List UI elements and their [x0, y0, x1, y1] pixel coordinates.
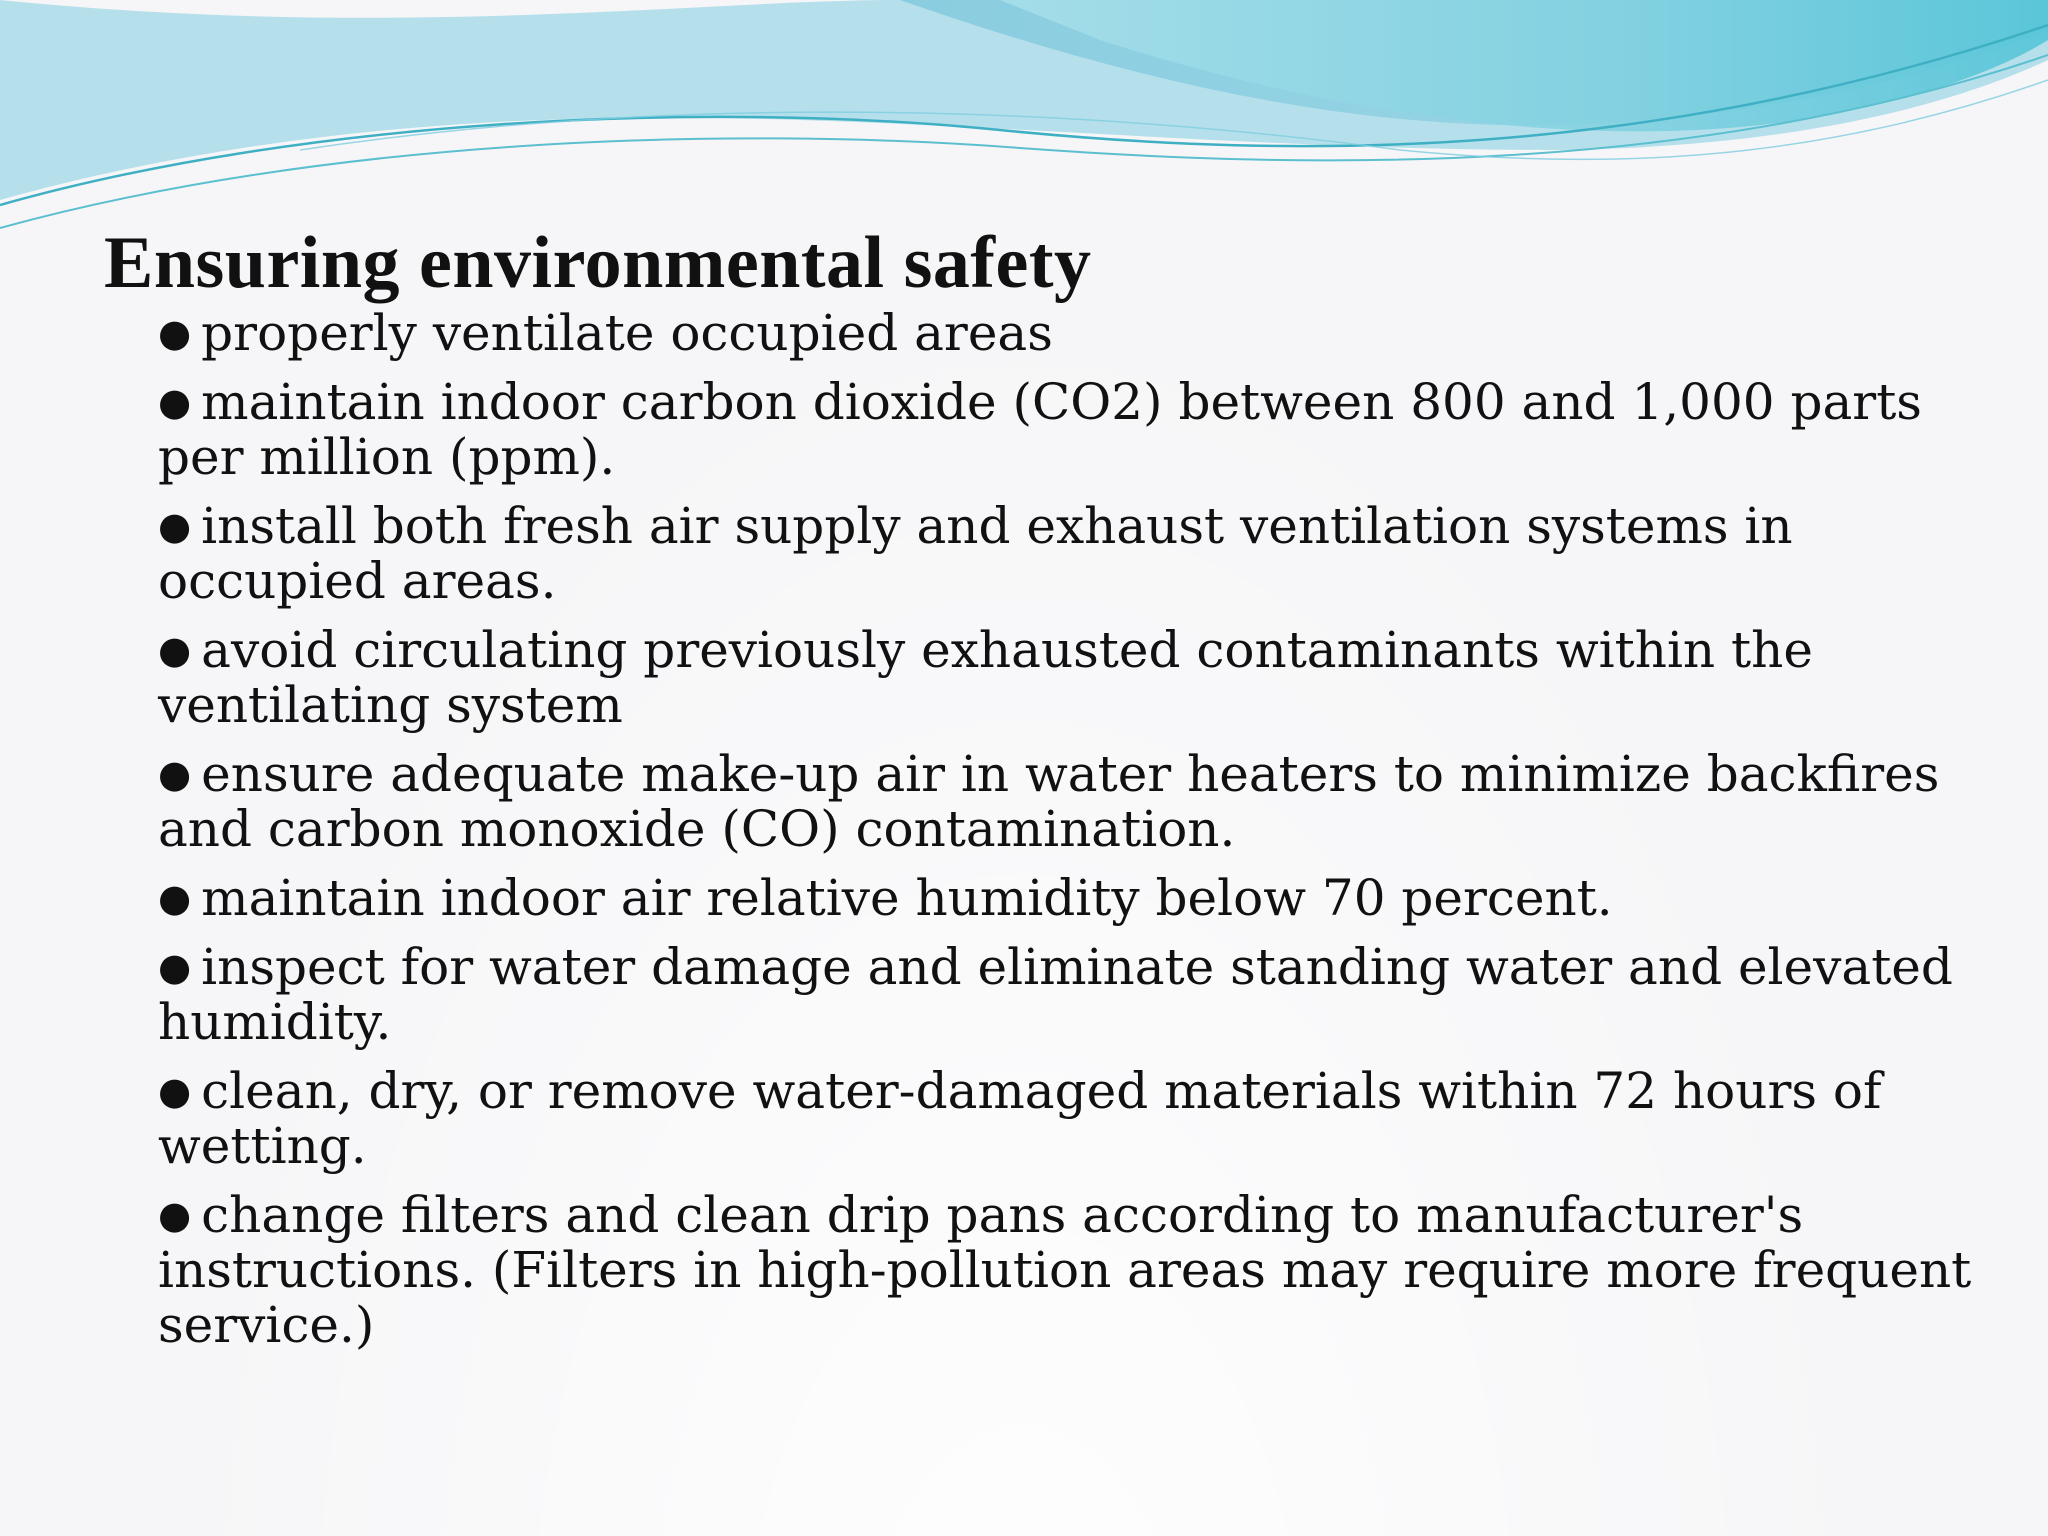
- bullet-dot-icon: ●: [158, 380, 192, 424]
- slide-title: Ensuring environmental safety: [104, 222, 1092, 304]
- bullet-item: [158, 940, 1988, 1050]
- bullet-list: [104, 306, 1984, 1353]
- bullet-item: [158, 375, 1988, 485]
- header-wave-decoration: [0, 0, 2048, 240]
- bullet-text: avoid circulating previously exhausted contaminants within the ventilating system: [158, 621, 1813, 734]
- bullet-item: [158, 306, 1988, 361]
- bullet-text: properly ventilate occupied areas: [201, 304, 1053, 362]
- bullet-text: install both fresh air supply and exhaust ventilation systems in occupied areas.: [158, 497, 1793, 610]
- bullet-item: [158, 871, 1988, 926]
- bullet-item: [158, 747, 1988, 857]
- bullet-dot-icon: ●: [158, 311, 192, 355]
- bullet-dot-icon: ●: [158, 1069, 192, 1113]
- bullet-text: change filters and clean drip pans according to manufacturer's instructions. (Filters in high-pollution areas may require more frequent service.): [158, 1186, 1972, 1354]
- bullet-item: [158, 623, 1988, 733]
- bullet-text: maintain indoor carbon dioxide (CO2) between 800 and 1,000 parts per million (ppm).: [158, 373, 1922, 486]
- bullet-text: maintain indoor air relative humidity below 70 percent.: [201, 869, 1613, 927]
- bullet-dot-icon: ●: [158, 752, 192, 796]
- bullet-text: inspect for water damage and eliminate standing water and elevated humidity.: [158, 938, 1953, 1051]
- bullet-item: [158, 1188, 1988, 1353]
- bullet-dot-icon: ●: [158, 1193, 192, 1237]
- bullet-item: [158, 1064, 1988, 1174]
- bullet-dot-icon: ●: [158, 876, 192, 920]
- slide-content: [104, 220, 1984, 1367]
- bullet-dot-icon: ●: [158, 504, 192, 548]
- bullet-dot-icon: ●: [158, 628, 192, 672]
- bullet-text: clean, dry, or remove water-damaged materials within 72 hours of wetting.: [158, 1062, 1882, 1175]
- bullet-item: [158, 499, 1988, 609]
- bullet-text: ensure adequate make-up air in water heaters to minimize backfires and carbon monoxide (CO) contamination.: [158, 745, 1940, 858]
- bullet-dot-icon: ●: [158, 945, 192, 989]
